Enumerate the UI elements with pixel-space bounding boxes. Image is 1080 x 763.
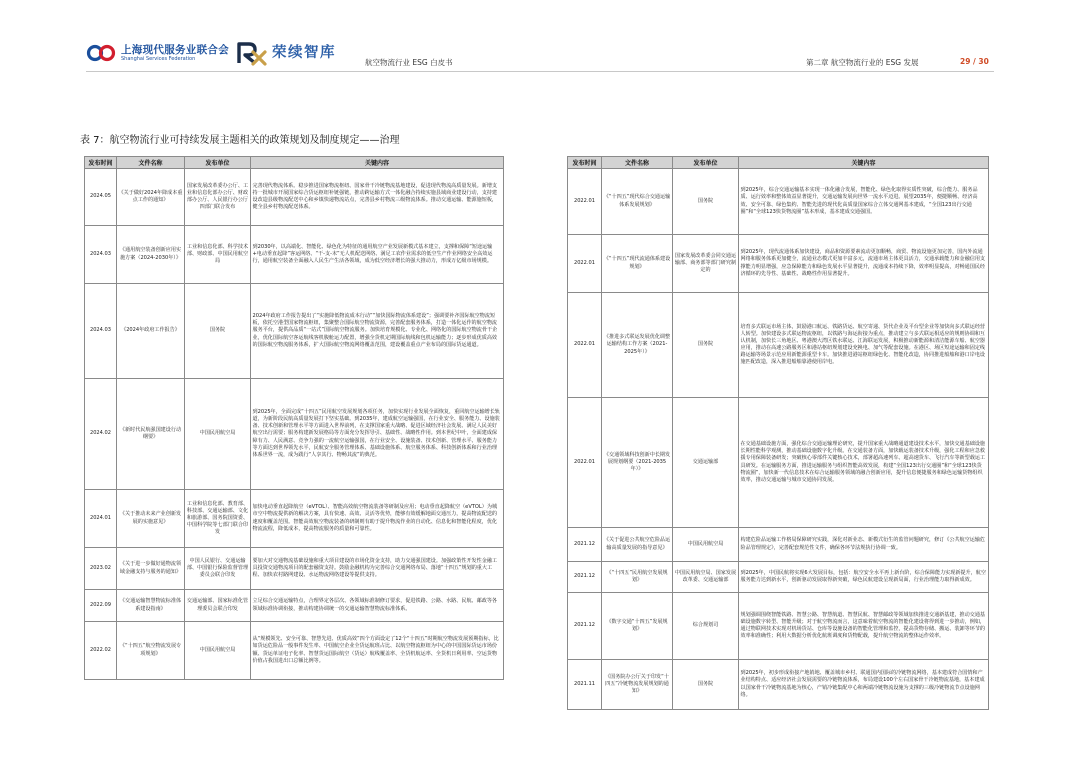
table-row <box>568 562 989 593</box>
cell-name: 《新时代民航强国建设行动纲要》 <box>117 379 185 490</box>
cell-date: 2024.03 <box>85 226 117 284</box>
table-row <box>85 284 504 379</box>
cell-date: 2022.01 <box>568 235 602 293</box>
cell-date: 2021.12 <box>568 528 602 562</box>
cell-issuer: 综合规划司 <box>673 593 739 660</box>
table-row <box>568 398 989 528</box>
cell-date: 2022.01 <box>568 169 602 235</box>
cell-date: 2024.03 <box>85 284 117 379</box>
cell-issuer: 国家发展改革委会同交通运输部、商务部等部门研究制定的 <box>673 235 739 293</box>
cell-issuer: 国务院 <box>673 169 739 235</box>
table-row <box>568 169 989 235</box>
cell-content: 规划强调围绕智能铁路、智慧公路、智慧航道、智慧民航、智慧邮政等领域加快推进交通新基建，推动交通基础设施数字转型、智能升级；对于航空物流而言，这意味着航空物流的智能化建设将得到进一步推动，例如，通过物联网技术实现对机场货站、仓库等设施设备的智能化管理和监控，提高货物存储、搬运、装卸等环节的效率和准确性；利用大数据分析优化航班调度和货物配载，提升航空物流的整体运作效率。 <box>739 593 989 660</box>
cell-date: 2024.02 <box>85 379 117 490</box>
table-row <box>85 622 504 680</box>
cell-name: 《推进多式联运发展优化调整运输结构工作方案（2021-2025年）》 <box>602 293 673 398</box>
cell-date: 2024.05 <box>85 169 117 226</box>
cell-issuer: 中国民用航空局 <box>185 622 251 680</box>
table-caption: 表 7：航空物流行业可持续发展主题相关的政策规划及制度规定——治理 <box>80 135 400 146</box>
cell-date: 2021.11 <box>568 660 602 710</box>
cell-name: 《“十四五”现代综合交通运输体系发展规划》 <box>602 169 673 235</box>
table-row <box>568 293 989 398</box>
column-header-name: 文件名称 <box>602 157 673 169</box>
cell-date: 2022.09 <box>85 590 117 622</box>
table-row <box>85 590 504 622</box>
table-row <box>568 235 989 293</box>
cell-name: 《数字交通“十四五”发展规划》 <box>602 593 673 660</box>
column-header-date: 发布时间 <box>85 157 117 169</box>
page-header <box>0 0 1080 75</box>
cell-name: 《关于进一步做好通物流领域金融支持与服务的通知》 <box>117 548 185 590</box>
cell-issuer: 中国民用航空局 <box>673 528 739 562</box>
cell-name: 《关于推动未来产业创新发展的实施意见》 <box>117 490 185 548</box>
cell-content: 2024年政府工作报告提出了“实施降低物流成本行动”“加快国际物流体系建设”；强调要补齐国际航空物流短板，依托空港型国家物流枢纽，集聚整合国际航空物流资源，完善配套服务体系，打造一体化运作的航空物流服务平台，提供高品质“一站式”国际航空物流服务。加快培育规模化、专业化、网络化的国际航空物流骨干企业，优化国际航空客运航线客机腹舱运力配置，增强全货机定期国际航线和包机运输能力；逐步形成优质高效的国际航空物流服务体系，扩大国际航空物流网络覆盖范围，建设覆盖重点产业布局的国际货运通道。 <box>251 284 504 379</box>
org-name: 上海现代服务业联合会 <box>121 44 229 56</box>
cell-name: 《“十四五”航空物流发展专项规划》 <box>117 622 185 680</box>
cell-issuer: 中国人民银行、交通运输部、中国银行保险监督管理委员会联合印发 <box>185 548 251 590</box>
table-header-row <box>85 157 504 169</box>
table-row <box>85 490 504 548</box>
table-row <box>85 548 504 590</box>
cell-issuer: 国务院 <box>673 660 739 710</box>
cell-content: 加快电动垂直起降航空（eVTOL）、智能高效航空物流装备等研制及应用；电动垂直起降航空（eVTOL）为城市空中物流提供新的解决方案，具有快速、高效、灵活等优势，能够有效缓解地面交通压力，提高物流配送的速度和覆盖范围。智能高效航空物流装备的研制则有助于提升物流作业的自动化、信息化和智能化程度，优化物流流程，降低成本，提高物流服务的质量和可靠性。 <box>251 490 504 548</box>
cell-issuer: 国家发展改革委办公厅、工业和信息化部办公厅、财政部办公厅、人民银行办公厅四部门联合发布 <box>185 169 251 226</box>
cell-issuer: 中国民用航空局 <box>185 379 251 490</box>
document-title: 航空物流行业 ESG 白皮书 <box>365 58 453 67</box>
cell-content: 到2025年，初步形成衔接产地销地、覆盖城市乡村、联通国内国际的冷链物流网络，基本建成符合国情和产业结构特点、适应经济社会发展需要的冷链物流体系，布局建设100个左右国家骨干冷链物流基地，基本建成以国家骨干冷链物流基地为核心，产销冷链集配中心和两端冷链物流设施为支撑的三级冷链物流节点设施网络。 <box>739 660 989 710</box>
cell-content: 立足综合交通运输特点，合理界定各层次、各领域标准制修订要求，促进铁路、公路、水路、民航、邮政等各领域标准协调衔接，推动构建协调统一的交通运输智慧物流标准体系。 <box>251 590 504 622</box>
cell-date: 2024.01 <box>85 490 117 548</box>
cell-name: 《2024年政府工作报告》 <box>117 284 185 379</box>
table-header-row <box>568 157 989 169</box>
brand-name: 荣续智库 <box>272 45 336 61</box>
cell-date: 2021.12 <box>568 593 602 660</box>
cell-name: 《“十四五”现代流通体系建设规划》 <box>602 235 673 293</box>
column-header-content: 关键内容 <box>251 157 504 169</box>
cell-date: 2022.01 <box>568 293 602 398</box>
column-header-content: 关键内容 <box>739 157 989 169</box>
cell-issuer: 中国民用航空局、国家发展改革委、交通运输部 <box>673 562 739 593</box>
page-number: 29 / 30 <box>960 57 989 66</box>
rongxu-logo-icon <box>236 40 268 66</box>
column-header-date: 发布时间 <box>568 157 602 169</box>
org-name-english: Shanghai Services Federation <box>121 56 196 62</box>
cell-content: 到2030年，以高端化、智能化、绿色化为特征的通用航空产业发展新模式基本建立，支撑和保障“短途运输+电动垂直起降”客运网络、“干-支-末”无人机配送网络、满足工农作业需求的低空生产作业网络安全高效运行，通用航空装备全面融入人民生产生活各领域，成为低空经济增长的强大推动力，形成万亿级市场规模。 <box>251 226 504 284</box>
cell-date: 2021.12 <box>568 562 602 593</box>
header-divider <box>86 71 994 72</box>
shanghai-services-federation-logo-icon <box>86 41 116 65</box>
cell-issuer: 交通运输部、国家标准化管理委员会联合印发 <box>185 590 251 622</box>
policy-table-left <box>84 156 504 680</box>
cell-issuer: 国务院 <box>673 293 739 398</box>
table-row <box>85 169 504 226</box>
cell-issuer: 交通运输部 <box>673 398 739 528</box>
cell-content: 到2025年，中国民航将实现6大发展目标，包括：航空安全水平再上新台阶，综合保障能力实现新提升，航空服务能力达到新水平，创新驱动发展取得新突破，绿色民航建设呈现新局面，行业治理能力取得新成效。 <box>739 562 989 593</box>
cell-content: 从“规模领先、安全可靠、智慧先进、优质高效”四个方面设定了12个“十四五”时期航空物流发展预期指标，比如货运危险品一般事件发生率、中国航空企业全货运航班占比、以航空物流枢纽为中心的中国国际货运市场份额、货运单证电子化率、智慧货运国际航空（货运）航线覆盖率、全货机航运率、全货机日利用率、空运货物价值占我国进出口总额比例等。 <box>251 622 504 680</box>
policy-table-right <box>567 156 989 710</box>
cell-date: 2022.01 <box>568 398 602 528</box>
cell-content: 到2025年，现代流通体系加快建设，商品和资源要素流动更加顺畅，商贸、物流设施更加完善，国内外流通网络和服务体系更加健全，流通业态模式更加丰富多元，流通市场主体更具活力，交通承载能力和金融信用支撑能力明显增强，应急保障能力和绿色发展水平显著提升，流通成本持续下降，效率明显提高，对畅通国民经济循环的先导性、基础性、战略性作用显著提升。 <box>739 235 989 293</box>
cell-content: 完善现代物流体系。稳步推进国家物流枢纽、国家骨干冷链物流基地建设，促进现代物流高质量发展。新增支持一批城市开展国家综合货运枢纽补链强链，推动跨运输方式一体化融合持续实施县域商业建设行动，支持建设改造县级物流配送中心和乡镇快递物流站点，完善县乡村物流三级物流体系。推动交通运输、能源施短板，健全县乡村物流配送体系。 <box>251 169 504 226</box>
table-row <box>568 593 989 660</box>
cell-name: 《交通领域科技创新中长期发展规划纲要（2021-2035年）》 <box>602 398 673 528</box>
cell-issuer: 工业和信息化部、科学技术部、财政部、中国民用航空局 <box>185 226 251 284</box>
cell-issuer: 工业和信息化部、教育部、科技部、交通运输部、文化和旅游部、国务院国资委、中国科学院等七部门联合印发 <box>185 490 251 548</box>
column-header-issuer: 发布单位 <box>673 157 739 169</box>
cell-name: 《交通运输智慧物流标准体系建设指南》 <box>117 590 185 622</box>
cell-issuer: 国务院 <box>185 284 251 379</box>
column-header-name: 文件名称 <box>117 157 185 169</box>
cell-content: 在交通基础设施方面，强化综合交通运输理论研究，提升国家重大战略通道建设技术水平，加快交通基础设施长期性能科学观测，推动基础设施数字化升级。在交通装备方面，加快载运装备技术升级，强化工程和应急救援专用保障装备研发；突破核心零部件关键核心技术，部署超高速列车、超高速货车、飞行汽车等新型载运工具研发。在运输服务方面，推进运输服务与组织智能高效发展，构建“全国123出行交通圈”和“全球123快货物流圈”，加快新一代信息技术在综合运输服务领域的融合创新应用，提升信息便捷服务和绿色运输货物组织效率，推动交通运输与城市交通协同发展。 <box>739 398 989 528</box>
cell-content: 培育多式联运市场主体，鼓励港口航运、铁路货运、航空寄递、货代企业及平台型企业等加快向多式联运经营人转型。加快建设多式联运物流枢纽，以铁路与海运衔接为重点，推动建立与多式联运相适应的规则协调和互认机制，加快长三角地区、粤港澳大湾区铁水联运、江海联运发展，积极推动新能源和清洁能源车船、航空器应用，推动在高速公路服务区和港站枢纽规划建设充换电、加气等配套设施。在港区、场区短途运输和固定线路运输等场景示范应用新能源重型卡车。加快推进港站枢纽绿色化、智能化改造，协同推进船舶和港口岸电设施匹配改造，深入推进船舶靠港使用岸电。 <box>739 293 989 398</box>
cell-name: 《通用航空装备创新应用实施方案（2024-2030年）》 <box>117 226 185 284</box>
cell-content: 构建危险品运输工作格局保障研究实践，深化对新业态、新模式衍生的监管问题研究，修订《公共航空运输危险品管理规定》，完善配套规范性文件，确保各环节法规执行协调一致。 <box>739 528 989 562</box>
cell-name: 《关于做好2024年降成本重点工作的通知》 <box>117 169 185 226</box>
table-row <box>568 660 989 710</box>
table-row <box>85 226 504 284</box>
cell-date: 2022.02 <box>85 622 117 680</box>
cell-name: 《“十四五”民用航空发展规划》 <box>602 562 673 593</box>
cell-name: 《国务院办公厅关于印发“十四五”冷链物流发展规划的通知》 <box>602 660 673 710</box>
cell-content: 到2025年，全面完成“十四五”民用航空发展规划各项任务，加快实现行业发展全面恢复，重回航空运输增长轨道，为新阶段民航高质量发展打下坚实基础。到2035年，建成航空运输强国，在行业安全、服务能力、设施装备、技术创新和管理水平等方面进入世界前列，在支撑国家重大战略、促进区域经济社会发展、满足人民美好航空出行需要；服务构建新发展格局等方面充分发挥导引、基础性、战略性作用。到本世纪中叶，全面建成保障有力、人民满意、竞争力强的一流航空运输强国，在行业安全、设施装备、技术创新、管理水平、服务能力等方面达到世界领先水平，民航安全服务管理体系、基础设施体系、航空服务体系、科技创新体系和行业治理体系世界一流，成为践行“人享其行、物畅其流”的典范。 <box>251 379 504 490</box>
chapter-title: 第二章 航空物流行业的 ESG 发展 <box>806 58 919 67</box>
column-header-issuer: 发布单位 <box>185 157 251 169</box>
cell-name: 《关于促进公共航空危险品运输高质量发展的指导意见》 <box>602 528 673 562</box>
cell-content: 到2025年，综合交通运输基本实现一体化融合发展，智能化、绿色化取得实质性突破，综合能力、服务品质、运行效率和整体效益显著提升，交通运输发展向世界一流水平迈进。展望2035年，便捷顺畅、经济高效、安全可靠、绿色集约、智能先进的现代化高质量国家综合立体交通网基本建成，“全国123出行交通圈”和“全球123快货物流圈”基本形成，基本建成交通强国。 <box>739 169 989 235</box>
cell-content: 要加大对交通物流基础设施和重大项目建设的市场化资金支持，助力交通强国建设。加强政策性开发性金融工具投资交通物流项目的配套融资支持。鼓励金融机构为完善综合交通网络布局、落地“十四五”规划的重大工程、加快农村路网建设、水运物流网络建设等提供支持。 <box>251 548 504 590</box>
cell-date: 2023.02 <box>85 548 117 590</box>
table-row <box>85 379 504 490</box>
table-row <box>568 528 989 562</box>
